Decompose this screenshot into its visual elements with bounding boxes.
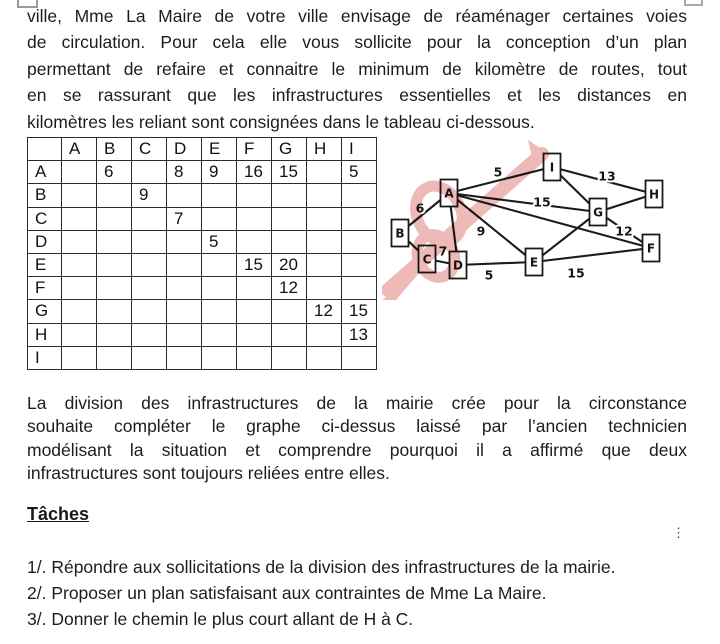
intro-paragraph [27, 3, 687, 135]
table-cell [167, 346, 202, 369]
svg-text:D: D [453, 258, 463, 273]
text-line: 3/. Donner le chemin le plus court allant de H à C. [27, 609, 414, 630]
table-cell: 12 [307, 300, 342, 323]
table-cell [237, 277, 272, 300]
table-cell: 12 [272, 277, 307, 300]
table-row [28, 230, 377, 253]
table-cell [272, 323, 307, 346]
table-cell: C [28, 207, 62, 230]
table-row [28, 138, 377, 161]
distance-table [27, 137, 377, 370]
edge-label-AI: 5 [493, 164, 503, 180]
table-cell [307, 346, 342, 369]
table-row [28, 161, 377, 184]
table-cell [272, 184, 307, 207]
distance-table-body [28, 138, 377, 370]
table-cell: D [28, 230, 62, 253]
table-header-cell: G [272, 138, 307, 161]
table-cell [62, 300, 97, 323]
edge-label-DE: 5 [484, 267, 494, 283]
table-cell [272, 346, 307, 369]
table-cell: I [28, 346, 62, 369]
table-header-cell: H [307, 138, 342, 161]
table-cell [272, 300, 307, 323]
table-header-cell: C [132, 138, 167, 161]
table-cell [97, 323, 132, 346]
table-cell [62, 346, 97, 369]
table-cell [167, 323, 202, 346]
table-header-cell: A [62, 138, 97, 161]
table-cell [97, 300, 132, 323]
table-cell [62, 207, 97, 230]
table-cell [97, 277, 132, 300]
graph-edge-EF [534, 248, 651, 262]
text-line: ville, Mme La Maire de votre ville envisage de réaménager certaines voies [27, 6, 687, 26]
table-cell [202, 184, 237, 207]
table-row [28, 300, 377, 323]
table-cell [62, 323, 97, 346]
table-cell [132, 323, 167, 346]
table-cell [132, 346, 167, 369]
table-cell [202, 323, 237, 346]
edge-label-AE: 9 [476, 223, 486, 239]
tasks-list [27, 554, 711, 633]
tasks-heading: Tâches [27, 504, 90, 524]
table-cell: F [28, 277, 62, 300]
table-cell [237, 346, 272, 369]
table-cell: B [28, 184, 62, 207]
text-line: en se rassurant que les infrastructures essentielles et les distances en [27, 85, 687, 106]
table-cell [237, 184, 272, 207]
svg-text:H: H [648, 187, 660, 202]
table-cell: H [28, 323, 62, 346]
table-cell [62, 161, 97, 184]
table-cell [307, 207, 342, 230]
table-row [28, 323, 377, 346]
table-cell [62, 277, 97, 300]
graph-node-F [643, 235, 660, 262]
division-paragraph [27, 392, 687, 486]
svg-text:G: G [593, 205, 603, 220]
table-header-cell [28, 138, 62, 161]
table-cell [167, 230, 202, 253]
table-cell [62, 253, 97, 276]
table-cell [307, 253, 342, 276]
table-row [28, 346, 377, 369]
table-cell: 6 [97, 161, 132, 184]
svg-text:B: B [395, 226, 405, 241]
dots-artifact: ⋮ [672, 525, 685, 540]
edge-label-EF: 15 [567, 265, 585, 281]
table-cell [97, 346, 132, 369]
table-cell [132, 277, 167, 300]
edge-label-AG: 15 [533, 194, 551, 210]
table-cell [62, 230, 97, 253]
table-cell: G [28, 300, 62, 323]
graph-node-E [526, 249, 543, 276]
text-line: La division des infrastructures de la mairie crée pour la circonstance [27, 393, 687, 413]
table-cell: 5 [342, 161, 377, 184]
text-line: infrastructures sont toujours reliées entre elles. [27, 463, 390, 484]
table-cell [132, 207, 167, 230]
table-header-cell: E [202, 138, 237, 161]
table-cell [167, 253, 202, 276]
table-cell: 7 [167, 207, 202, 230]
svg-text:C: C [422, 252, 432, 267]
table-cell [167, 300, 202, 323]
graph-edge-DE [458, 262, 534, 265]
table-row [28, 253, 377, 276]
table-cell [307, 277, 342, 300]
edge-label-FG: 12 [615, 223, 633, 239]
graph-node-H [646, 181, 663, 208]
text-line: permettant de refaire et connaitre le minimum de kilomètre de routes, tout [27, 58, 687, 79]
table-cell [132, 161, 167, 184]
table-cell [342, 207, 377, 230]
text-line: 1/. Répondre aux sollicitations de la division des infrastructures de la mairie. [27, 557, 616, 577]
table-cell [272, 230, 307, 253]
table-cell [237, 323, 272, 346]
table-cell [307, 161, 342, 184]
table-cell [97, 253, 132, 276]
table-cell [97, 230, 132, 253]
table-cell [202, 253, 237, 276]
table-cell: 15 [237, 253, 272, 276]
text-line: kilomètres les reliant sont consignées dans le tableau ci-dessous. [27, 111, 535, 132]
table-cell: 15 [272, 161, 307, 184]
table-cell: 16 [237, 161, 272, 184]
table-cell: 9 [132, 184, 167, 207]
table-cell: 5 [202, 230, 237, 253]
table-cell [202, 346, 237, 369]
graph-node-B [392, 220, 409, 247]
table-cell: 8 [167, 161, 202, 184]
table-header-cell: I [342, 138, 377, 161]
table-header-cell: F [237, 138, 272, 161]
table-cell [342, 346, 377, 369]
table-cell: 9 [202, 161, 237, 184]
svg-text:A: A [444, 186, 454, 201]
graph-node-G [590, 199, 607, 226]
edge-label-AB: 6 [415, 200, 425, 216]
table-cell [342, 230, 377, 253]
svg-text:E: E [529, 255, 539, 270]
table-cell [132, 253, 167, 276]
svg-text:F: F [646, 241, 656, 256]
table-cell [132, 230, 167, 253]
table-header-cell: D [167, 138, 202, 161]
table-cell [237, 207, 272, 230]
table-cell [97, 207, 132, 230]
text-line: de circulation. Pour cela elle vous sollicite pour la conception d’un plan [27, 32, 687, 53]
table-cell: A [28, 161, 62, 184]
table-cell [132, 300, 167, 323]
table-cell [307, 184, 342, 207]
table-header-cell: B [97, 138, 132, 161]
table-row [28, 184, 377, 207]
table-row [28, 207, 377, 230]
table-cell [202, 207, 237, 230]
table-row [28, 277, 377, 300]
table-cell [167, 184, 202, 207]
table-cell [342, 253, 377, 276]
table-cell: 13 [342, 323, 377, 346]
svg-text:I: I [549, 160, 555, 175]
table-cell [307, 230, 342, 253]
table-cell [202, 277, 237, 300]
table-cell [62, 184, 97, 207]
table-cell: 20 [272, 253, 307, 276]
table-cell [237, 230, 272, 253]
text-line: souhaite compléter le graphe ci-dessus laissé par l’ancien technicien [27, 416, 687, 437]
table-cell [237, 300, 272, 323]
table-cell [342, 184, 377, 207]
table-cell: 15 [342, 300, 377, 323]
table-cell [167, 277, 202, 300]
table-cell [307, 323, 342, 346]
table-cell [202, 300, 237, 323]
network-graph-svg [382, 140, 702, 300]
edge-label-CD: 7 [438, 243, 448, 259]
table-cell [342, 277, 377, 300]
table-cell: E [28, 253, 62, 276]
table-cell [272, 207, 307, 230]
text-line: 2/. Proposer un plan satisfaisant aux contraintes de Mme La Maire. [27, 583, 547, 604]
network-graph [382, 140, 702, 300]
edge-label-HI: 13 [598, 168, 616, 184]
text-line: modélisant la situation et comprendre pourquoi il a affirmé que deux [27, 439, 687, 460]
table-cell [97, 184, 132, 207]
